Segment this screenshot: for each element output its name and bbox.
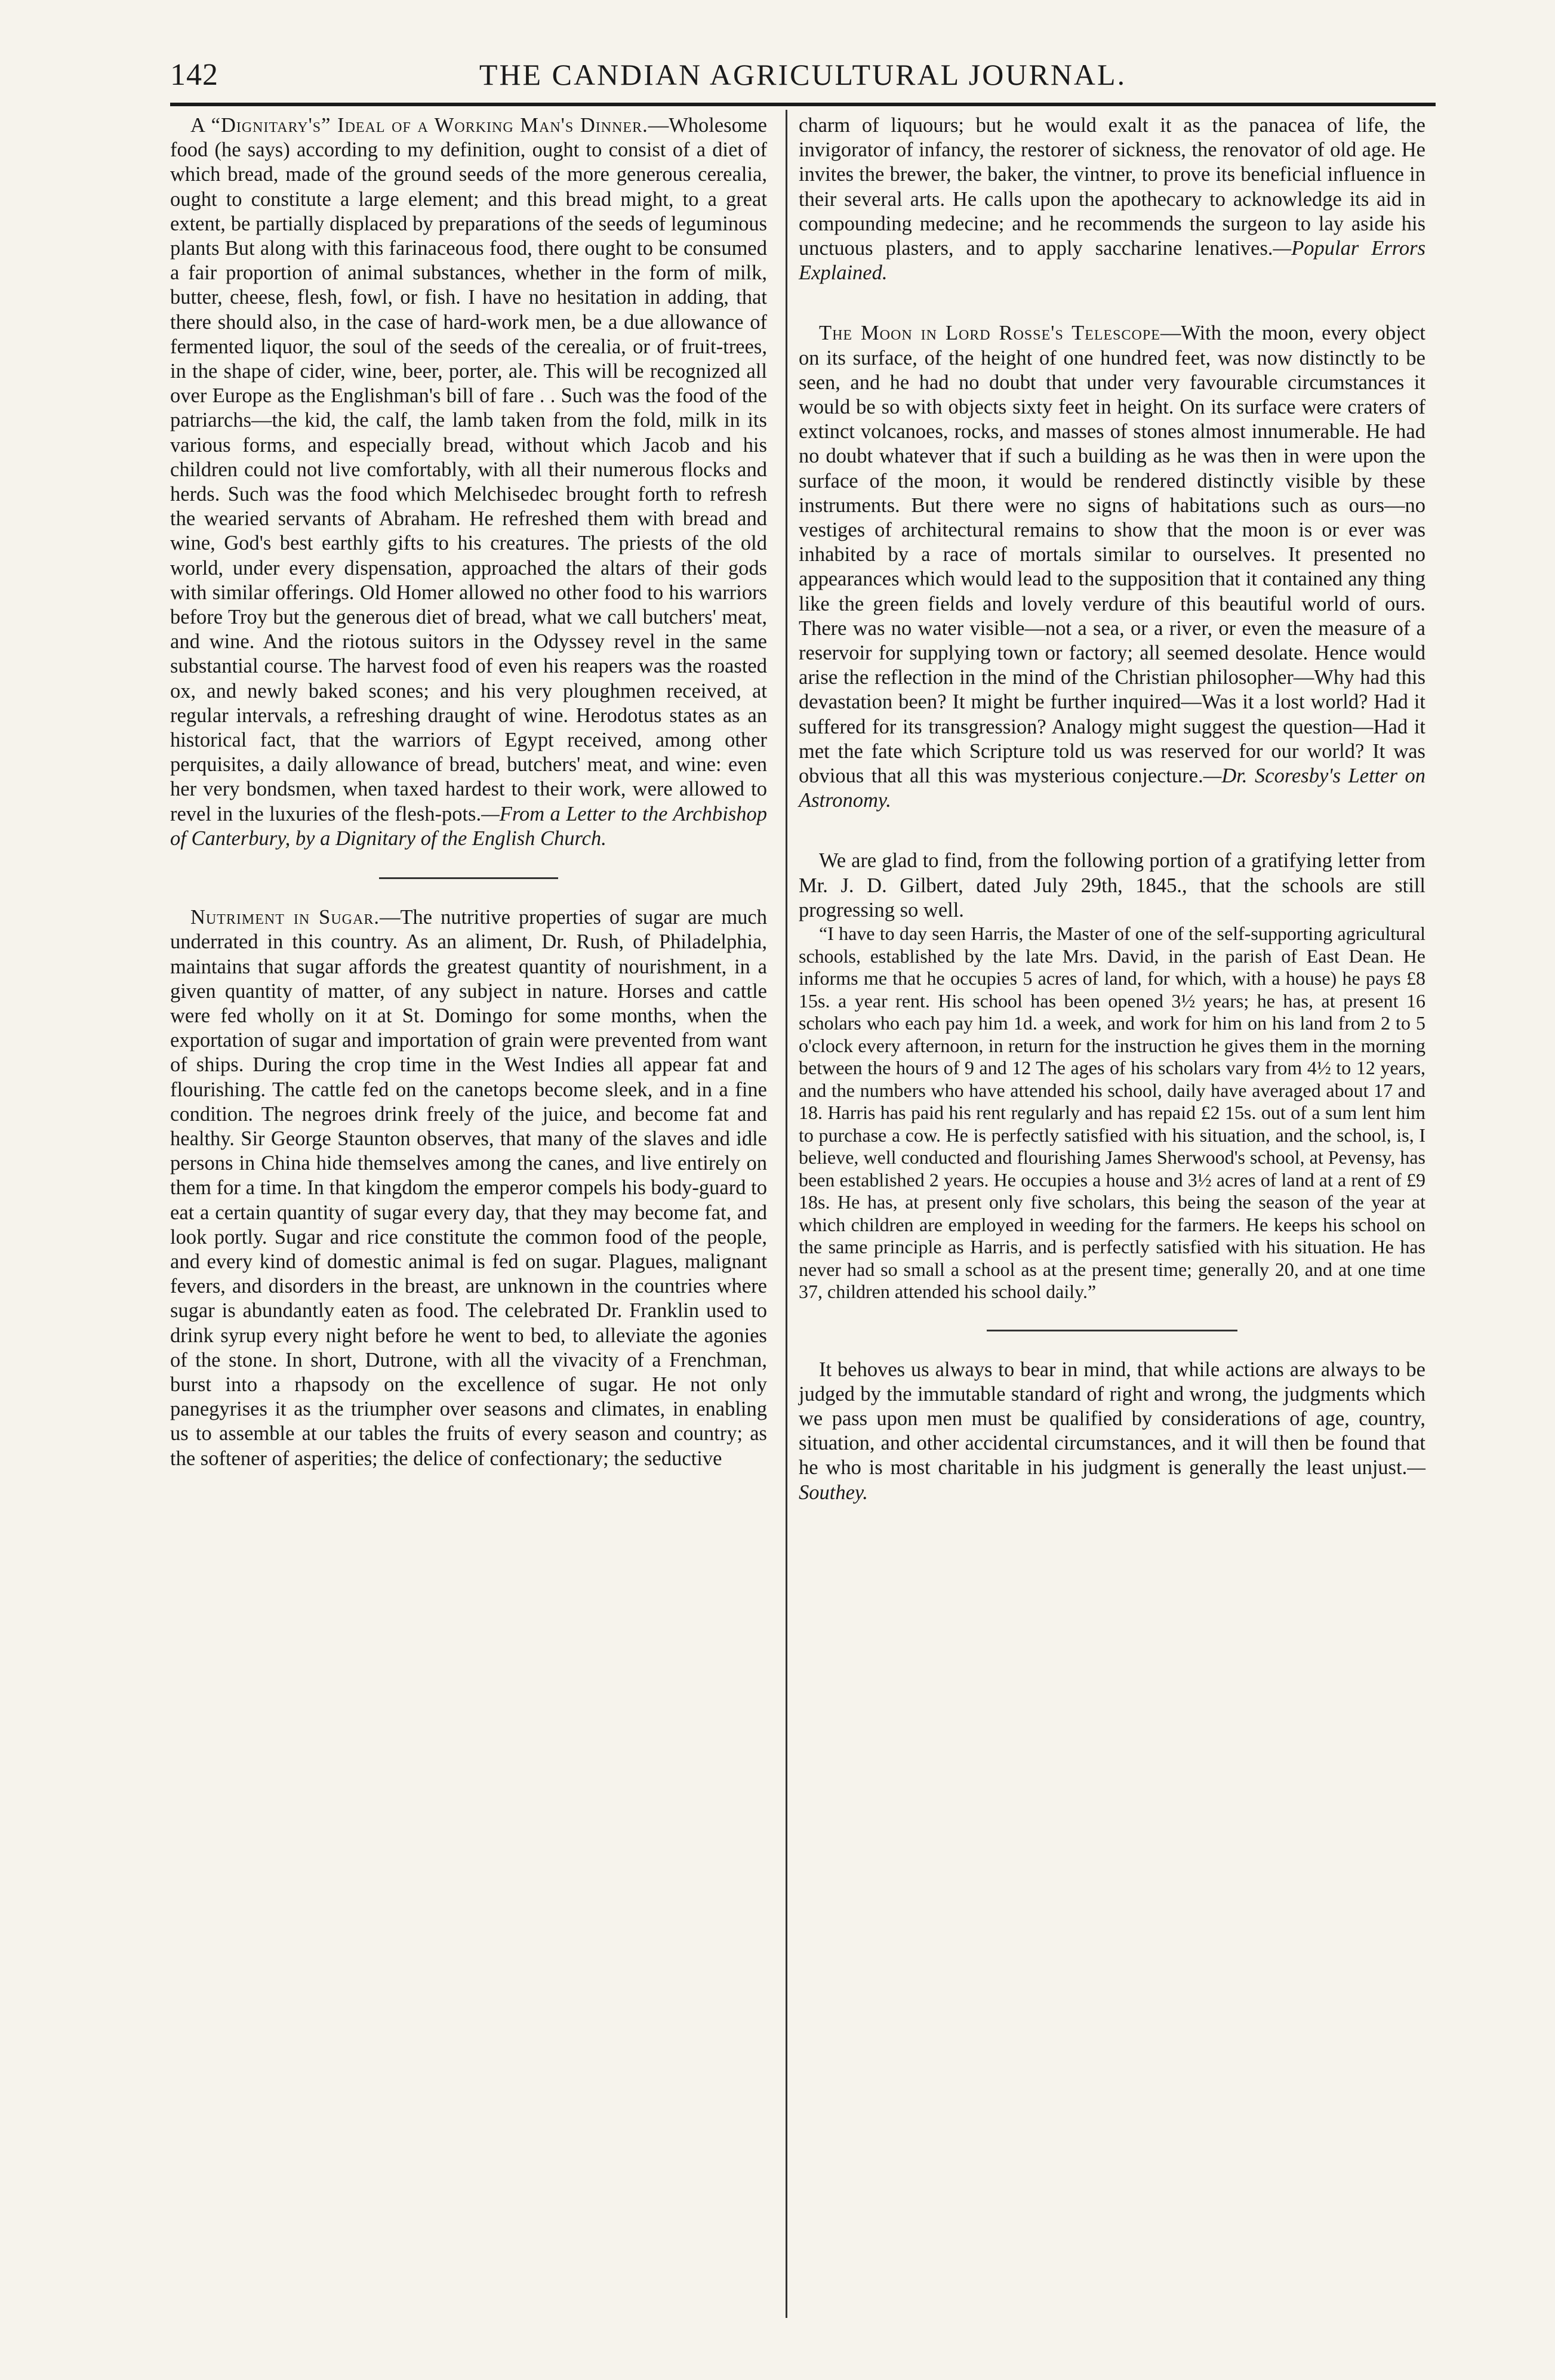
page-number: 142: [170, 58, 218, 92]
sugar-continued: [799, 113, 1425, 285]
dignitary-body: —Wholesome food (he says) according to my definition, ought to consist of a diet of which bread, made of the ground seeds of the more generous cerealia, ought to constitute a large element; and this bread might, to a great extent, be partially displaced by preparations of the seeds of leguminous plants But along with this farinaceous food, there ought to be consumed a fair proportion of animal substances, whether in the form of milk, butter, cheese, flesh, fowl, or fish. I have no hesitation in adding, that there should also, in the case of hard-work men, be a due allowance of fermented liquor, the soul of the seeds of the cerealia, or of fruit-trees, in the shape of cider, wine, beer, porter, ale. This will be recognized all over Europe as the Englishman's bill of fare . . Such was the food of the patriarchs—the kid, the calf, the lamb taken from the fold, milk in its various forms, and especially bread, without which Jacob and his children could not live comfortably, with all their numerous flocks and herds. Such was the food which Melchisedec brought forth to refresh the wearied servants of Abraham. He refreshed them with bread and wine, God's best earthly gifts to his creatures. The priests of the old world, under every dispensation, approached the altars of their gods with similar offerings. Old Homer allowed no other food to his warriors before Troy but the generous diet of bread, what we call butchers' meat, and wine. And the riotous suitors in the Odyssey revel in the same substantial course. The harvest food of even his reapers was the roasted ox, and newly baked scones; and his very ploughmen received, at regular intervals, a refreshing draught of wine. Herodotus states as an historical fact, that the warriors of Egypt received, among other perquisites, a daily allowance of bread, butchers' meat, and wine: even her very bondsmen, when taxed hardest to their work, were allowed to revel in the luxuries of the flesh-pots.: [170, 114, 767, 825]
sugar-heading: Nutriment in Sugar.: [190, 906, 380, 929]
article-divider: [379, 877, 558, 879]
moon-article: [799, 321, 1425, 813]
column-divider: [786, 110, 787, 2318]
spacer: [799, 813, 1425, 849]
schools-letter: “I have to day seen Harris, the Master of one of the self-supporting agricultural schools, established by the late Mrs. David, in the parish of East Dean. He informs me that he occupies 5 acres of land, for which, with a house) he pays £8 15s. a year rent. His school has been opened 3½ years; he has, at present 16 scholars who each pay him 1d. a week, and work for him on his land from 2 to 5 o'clock every afternoon, in return for the instruction he gives them in the morning between the hours of 9 and 12 The ages of his scholars vary from 4½ to 12 years, and the numbers who have attended his school, daily have averaged about 17 and 18. Harris has paid his rent regularly and has repaid £2 15s. out of a sum lent him to purchase a cow. He is perfectly satisfied with his situation, and the school, is, I believe, well conducted and flourishing James Sherwood's school, at Pevensy, has been established 2 years. He occupies a house and 3½ acres of land at a rent of £9 18s. He has, at present only five scholars, this being the season of the year at which children are employed in weeding for the farmers. He keeps his school on the same principle as Harris, and is perfectly satisfied with his situation. He has never had so small a school as at the present time; generally 20, and at one time 37, children attended his school daily.”: [799, 923, 1425, 1303]
moon-body: —With the moon, every object on its surface, of the height of one hundred feet, was now distinctly to be seen, and he had no doubt that under very favourable circumstances it would be so with objects sixty feet in height. On its surface were craters of extinct volcanoes, rocks, and masses of stones almost innumerable. He had no doubt whatever that if such a building as he was then in were upon the surface of the moon, it would be rendered distinctly visible by these instruments. But there were no signs of habitations such as ours—no vestiges of architectural remains to show that the moon is or ever was inhabited by a race of mortals similar to ourselves. It presented no appearances which would lead to the supposition that it contained any thing like the green fields and lovely verdure of this beautiful world of ours. There was no water visible—not a sea, or a river, or even the measure of a reservoir for supplying town or factory; all seemed desolate. Hence would arise the reflection in the mind of the Christian philosopher—Why had this devastation been? It might be further inquired—Was it a lost world? Had it suffered for its transgression? Analogy might suggest the question—Had it met the fate which Scripture told us was reserved for our world? It was obvious that all this was mysterious conjecture.: [799, 322, 1426, 788]
dignitary-heading: A “Dignitary's” Ideal of a Working Man's Dinner.: [190, 114, 648, 137]
spacer: [799, 285, 1425, 321]
sugar-body: —The nutritive properties of sugar are much underrated in this country. As an aliment, Dr. Rush, of Philadelphia, maintains that sugar affords the greatest quantity of nourishment, in a given quantity of matter, of any subject in nature. Horses and cattle were fed wholly on it at St. Domingo for some months, when the exportation of sugar and importation of grain were prevented from want of ships. During the crop time in the West Indies all appear fat and flourishing. The cattle fed on the canetops become sleek, and in a fine condition. The negroes drink freely of the juice, and become fat and healthy. Sir George Staunton observes, that many of the slaves and idle persons in China hide themselves among the canes, and live entirely on them for a time. In that kingdom the emperor compels his body-guard to eat a certain quantity of sugar every day, that they may become fat, and look portly. Sugar and rice constitute the common food of the people, and every kind of domestic animal is fed on sugar. Plagues, malignant fevers, and disorders in the breast, are unknown in the countries where sugar is abundantly eaten as food. The celebrated Dr. Franklin used to drink syrup every night before he went to bed, to alleviate the agonies of the stone. In short, Dutrone, with all the vivacity of a Frenchman, burst into a rhapsody on the excellence of sugar. He not only panegyrises it as the triumpher over seasons and climates, in enabling us to assemble at our tables the fruits of every season and country; as the softener of asperities; the delice of confectionary; the seductive: [170, 906, 767, 1470]
article-divider: [987, 1330, 1237, 1331]
dignitary-article: [170, 113, 767, 851]
sugar-continued-body: charm of liquours; but he would exalt it as the panacea of life, the invigorator of infancy, the restorer of sickness, the renovator of old age. He invites the brewer, the baker, the vintner, to prove its beneficial influence in their several arts. He calls upon the apothecary to acknowledge its aid in compounding medecine; and he recommends the surgeon to lay aside his unctuous plasters, and to apply saccharine lenatives.: [799, 114, 1425, 260]
journal-title: THE CANDIAN AGRICULTURAL JOURNAL.: [479, 58, 1127, 91]
moon-heading: The Moon in Lord Rosse's Telescope: [819, 322, 1160, 345]
sugar-source: —Popular Errors Explained.: [799, 237, 1425, 285]
dignitary-source: —From a Letter to the Archbishop of Canterbury, by a Dignitary of the English Church.: [170, 802, 767, 850]
southey-source: —Southey.: [799, 1456, 1425, 1504]
southey-body: It behoves us always to bear in mind, that while actions are always to be judged by the immutable standard of right and wrong, the judgments which we pass upon men must be qualified by considerations of age, country, situation, and other accidental circumstances, and it will then be found that he who is most charitable in his judgment is generally the least unjust.: [799, 1358, 1425, 1479]
page-header: [170, 54, 1436, 101]
header-rule: [170, 103, 1436, 106]
right-column: [799, 113, 1425, 1505]
schools-intro: We are glad to find, from the following portion of a gratifying letter from Mr. J. D. Gilbert, dated July 29th, 1845., that the schools are still progressing so well.: [799, 849, 1425, 921]
left-column: [170, 113, 767, 1471]
moon-source: —Dr. Scoresby's Letter on Astronomy.: [799, 764, 1426, 812]
southey-article: [799, 1358, 1425, 1505]
sugar-article: [170, 905, 767, 1471]
